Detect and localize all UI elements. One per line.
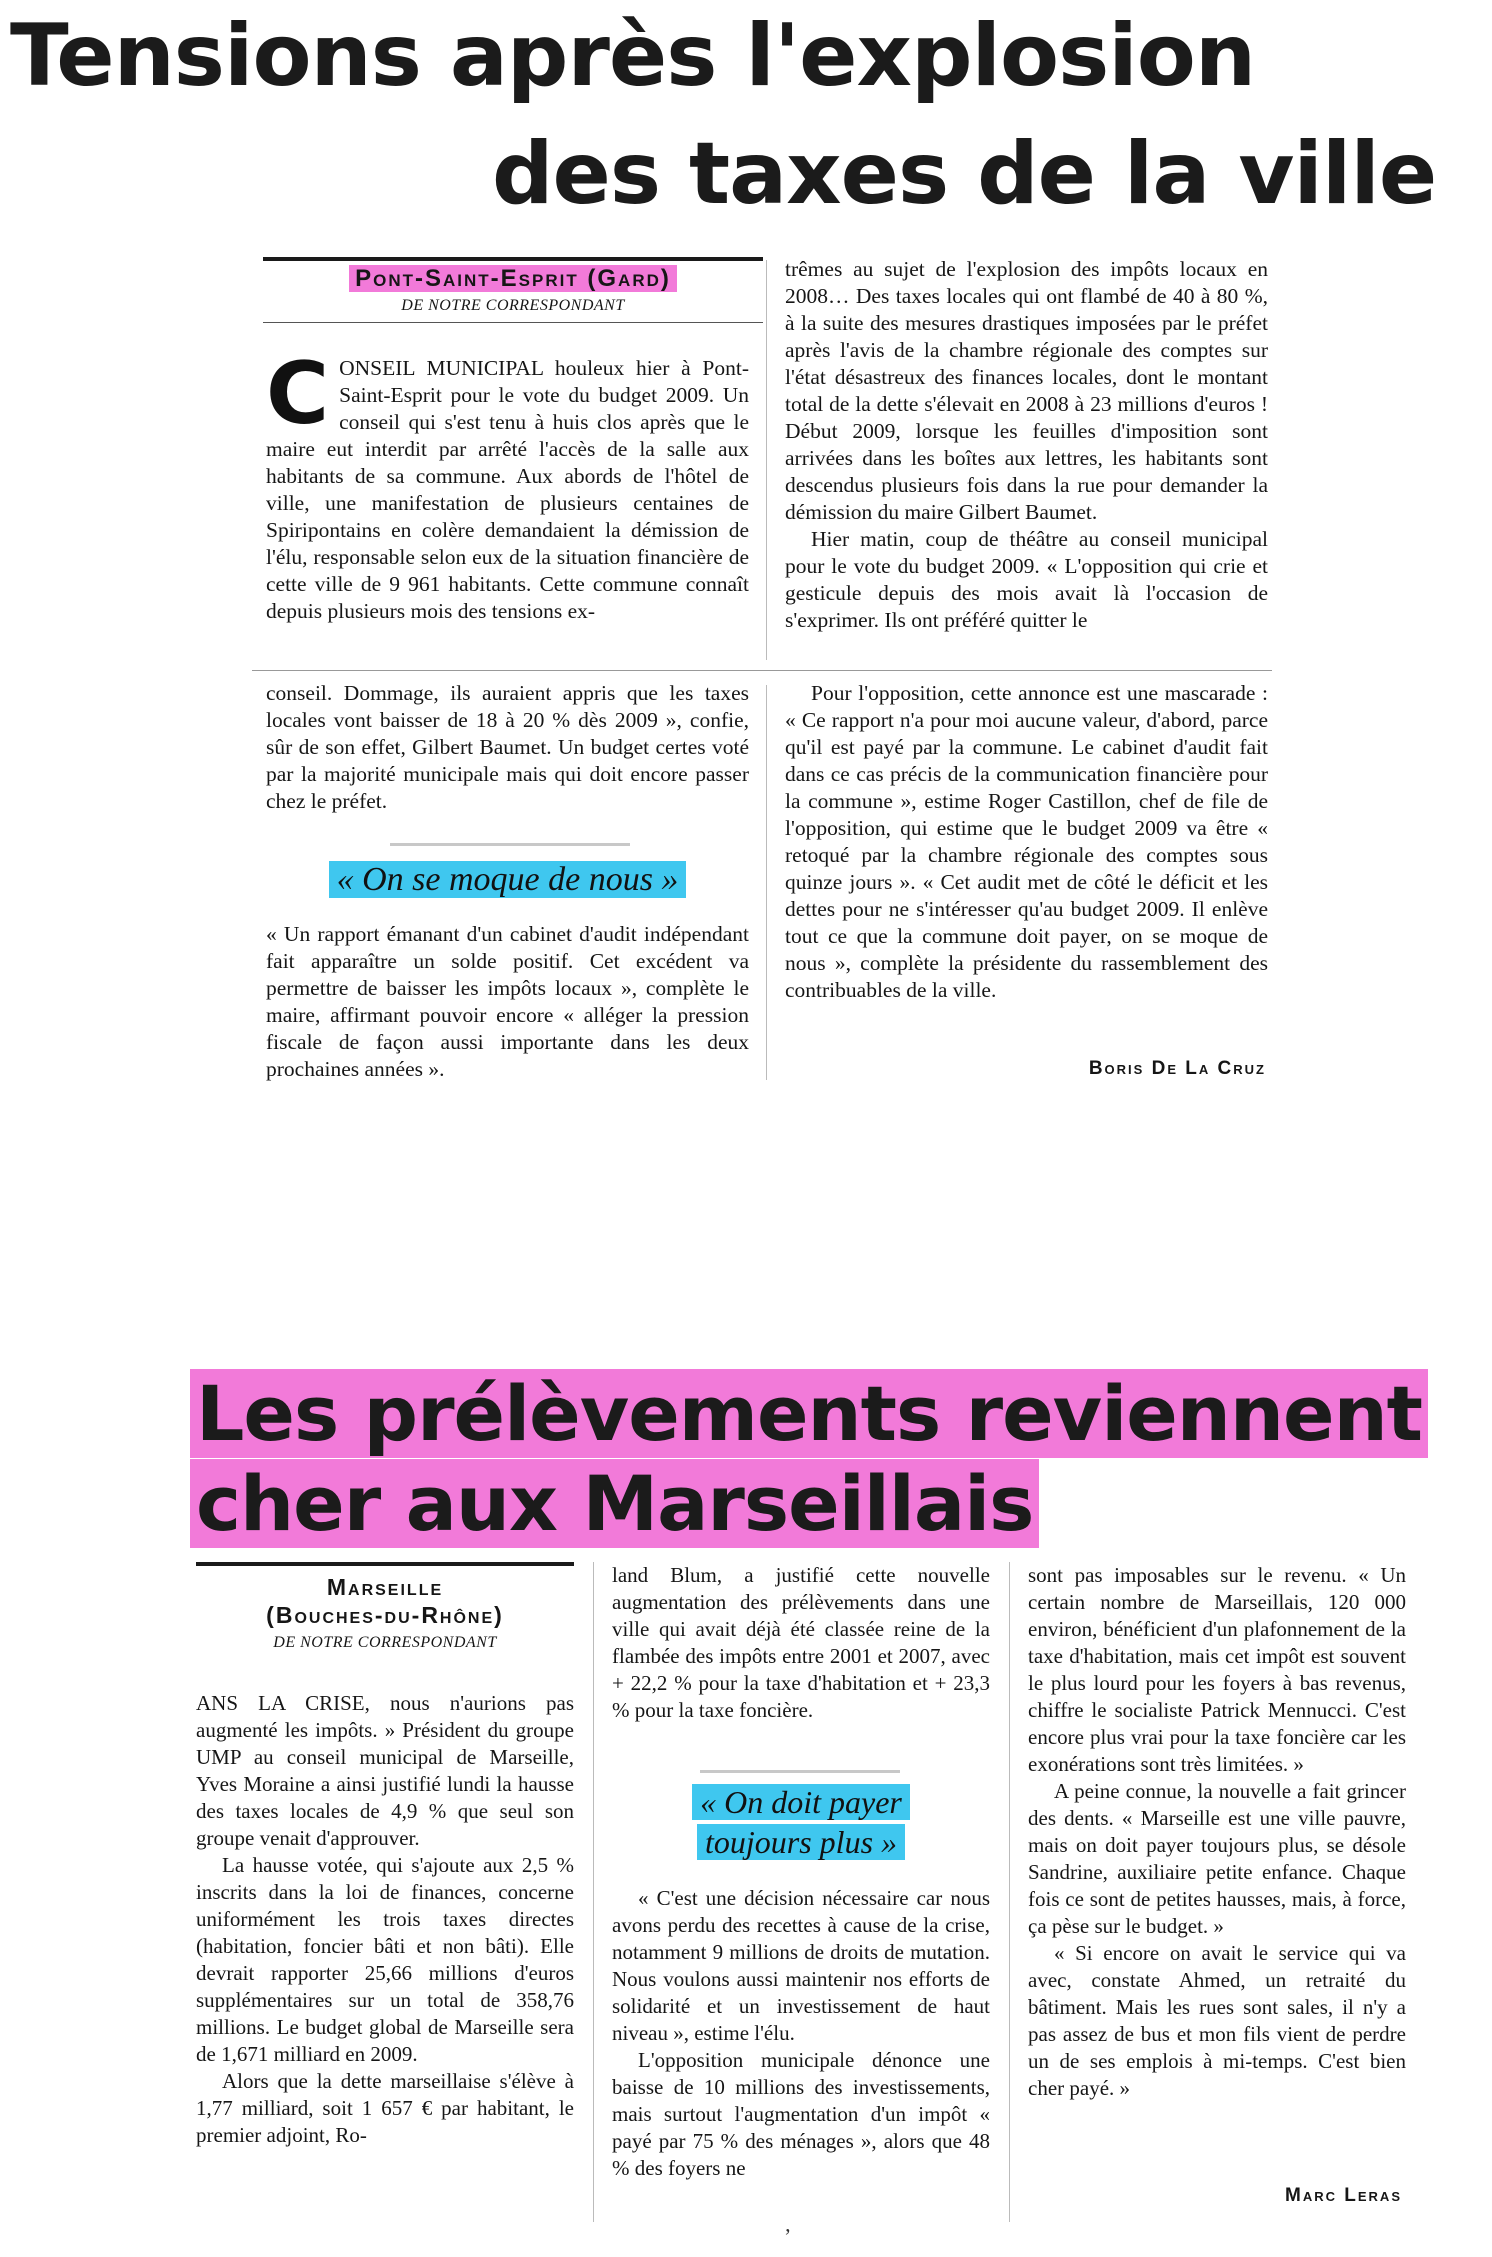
article1-column2 [785,256,1268,634]
article2-pullquote-line2: toujours plus » [697,1824,905,1860]
article1-paragraph: conseil. Dommage, ils auraient appris que les taxes locales vont baisser de 18 à 20 % dès 2009 », confie, sûr de son effet, Gilbert Baumet. Un budget certes voté par la majorité municipale mais qui doit encore passer chez le préfet. [266,681,749,813]
article2-paragraph: La hausse votée, qui s'ajoute aux 2,5 % inscrits dans la loi de finances, concerne uniformément les trois taxes directes (habitation, foncier bâti et non bâti). Elle devrait rapporter 25,66 millions d'euros supplémentaires sur un total de 358,76 millions. Le budget global de Marseille sera de 1,671 milliard en 2009. [196,1853,574,2066]
article1-headline-line2: des taxes de la ville [492,124,1437,224]
article2-pullquote-line1: « On doit payer [692,1784,910,1820]
article1-headline-line1: Tensions après l'explosion [10,6,1256,106]
article1-paragraph: Hier matin, coup de théâtre au conseil municipal pour le vote du budget 2009. « L'opposition qui crie et gesticule depuis des mois avait là l'occasion de s'exprimer. Ils ont préféré quitter le [785,527,1268,632]
article1-column-gutter [766,685,767,1080]
article2-paragraph: Alors que la dette marseillaise s'élève à 1,77 milliard, soit 1 657 € par habitant, le premier adjoint, Ro- [196,2069,574,2147]
article2-column-gutter [1009,1562,1010,2222]
article1-paragraph: « Un rapport émanant d'un cabinet d'audit indépendant fait apparaître un solde positif. Cet excédent va permettre de baisser les impôts locaux », complète le maire, affirmant pouvoir encore « alléger la pression fiscale de façon aussi importante dans les deux prochaines années ». [266,922,749,1081]
article1-dateline-text: Pont-Saint-Esprit (Gard) [349,265,677,292]
article1-pullquote-text: « On se moque de nous » [329,861,687,898]
article1-clipping [0,0,1492,1100]
article2-dateline-line1: Marseille [326,1574,444,1600]
article2-paragraph: land Blum, a justifié cette nouvelle augmentation des prélèvements dans une ville qui avait déjà été classée reine de la flambée des impôts entre 2001 et 2007, avec + 22,2 % pour la taxe d'habitation et + 23,3 % pour la taxe foncière. [612,1563,990,1722]
article1-section-divider [252,670,1272,671]
article2-dateline-line2: (Bouches-du-Rhône) [266,1602,504,1628]
article1-paragraph: trêmes au sujet de l'explosion des impôts locaux en 2008… Des taxes locales qui ont flambé de 40 à 80 %, à la suite des mesures drastiques imposées par le préfet après l'avis de la chambre régionale des comptes sur l'état désastreux des finances locales, dont le montant total de la dette s'élevait en 2008 à 23 millions d'euros ! Début 2009, lorsque les feuilles d'imposition sont arrivées dans les boîtes aux lettres, les habitants sont descendus plusieurs fois dans la rue pour demander la démission du maire Gilbert Baumet. [785,257,1268,524]
article1-paragraph: ONSEIL MUNICIPAL houleux hier à Pont-Saint-Esprit pour le vote du budget 2009. Un conseil qui s'est tenu à huis clos après que le maire eut interdit par arrêté l'accès de la salle aux habitants de sa commune. Aux abords de l'hôtel de ville, une manifestation de plusieurs centaines de Spiripontains en colère demandaient la démission de l'élu, responsable selon eux de la situation financière de cette ville de 9 961 habitants. Cette commune connaît depuis plusieurs mois des tensions ex- [266,356,749,623]
article1-column3 [266,680,749,815]
article2-clipping [0,1350,1492,2257]
article2-column2 [612,1562,990,1724]
article1-dateline [263,265,763,293]
article1-pullquote [266,860,749,900]
article1-pullquote-rule [390,843,630,846]
article1-column-gutter [766,260,767,660]
scan-mark: ʼ [784,2224,792,2249]
article2-column-gutter [593,1562,594,2222]
article2-headline-line2 [190,1458,1039,1550]
article1-paragraph: Pour l'opposition, cette annonce est une mascarade : « Ce rapport n'a pour moi aucune valeur, d'abord, parce qu'il est payé par la commune. Le cabinet d'audit fait dans ce cas précis de la communication financière pour la commune », estime Roger Castillon, chef de file de l'opposition, qui estime que le budget 2009 va être « retoqué par la chambre régionale des comptes sous quinze jours ». « Cet audit met de côté le déficit et les dettes pour ne s'intéresser qu'au budget 2009. Il enlève tout ce que la commune doit payer, on se moque de nous », complète la présidente du rassemblement des contribuables de la ville. [785,681,1268,1002]
article2-column3 [1028,1562,1406,2102]
article1-dropcap: C [266,344,330,444]
article2-paragraph: « Si encore on avait le service qui va avec, constate Ahmed, un retraité du bâtiment. Mais les rues sont sales, il n'y a pas assez de bus et mon fils vient de perdre un de ses emplois à mi-temps. C'est bien cher payé. » [1028,1941,1406,2100]
article1-column3b [266,921,749,1083]
article2-headline-line1-text: Les prélèvements reviennent [190,1369,1428,1458]
article2-paragraph: ANS LA CRISE, nous n'aurions pas augmenté les impôts. » Président du groupe UMP au conseil municipal de Marseille, Yves Moraine a ainsi justifié lundi la hausse des taxes locales de 4,9 % que seul son groupe venait d'approuver. [196,1691,574,1850]
article2-byline: Marc Leras [1285,2185,1402,2206]
article2-headline-line2-text: cher aux Marseillais [190,1459,1039,1548]
article2-column1 [196,1690,574,2149]
article2-column2b [612,1885,990,2182]
article1-correspondant: DE NOTRE CORRESPONDANT [401,297,625,314]
article2-headline-line1 [190,1368,1428,1460]
article2-pullquote-rule [700,1770,900,1773]
article2-dateline-rule [196,1562,574,1566]
article2-paragraph: « C'est une décision nécessaire car nous avons perdu des recettes à cause de la crise, notamment 9 millions de droits de mutation. Nous voulons aussi maintenir nos efforts de solidarité et un investissement de haut niveau », estime l'élu. [612,1886,990,2045]
article2-paragraph: sont pas imposables sur le revenu. « Un certain nombre de Marseillais, 120 000 environ, bénéficient d'un plafonnement de la taxe d'habitation, mais cet impôt est souvent le plus lourd pour les foyers à bas revenus, chiffre le socialiste Patrick Mennucci. C'est encore plus vrai pour la taxe foncière car les exonérations sont très limitées. » [1028,1563,1406,1776]
article2-correspondant: DE NOTRE CORRESPONDANT [273,1634,497,1651]
article2-paragraph: A peine connue, la nouvelle a fait grincer des dents. « Marseille est une ville pauvre, mais on doit payer toujours plus, se désole Sandrine, auxiliaire petite enfance. Chaque fois ce sont de petites hausses, mais, à force, ça pèse sur le budget. » [1028,1779,1406,1938]
article2-paragraph: L'opposition municipale dénonce une baisse de 10 millions des investissements, mais surtout l'augmentation d'un impôt « payé par 75 % des ménages », alors que 48 % des foyers ne [612,2048,990,2180]
article1-dateline-rule [263,257,763,261]
article2-pullquote [612,1782,990,1862]
article1-column1 [266,344,749,625]
article1-dateline-underline [263,322,763,323]
article1-column4 [785,680,1268,1004]
article1-byline: Boris De La Cruz [1088,1058,1266,1079]
